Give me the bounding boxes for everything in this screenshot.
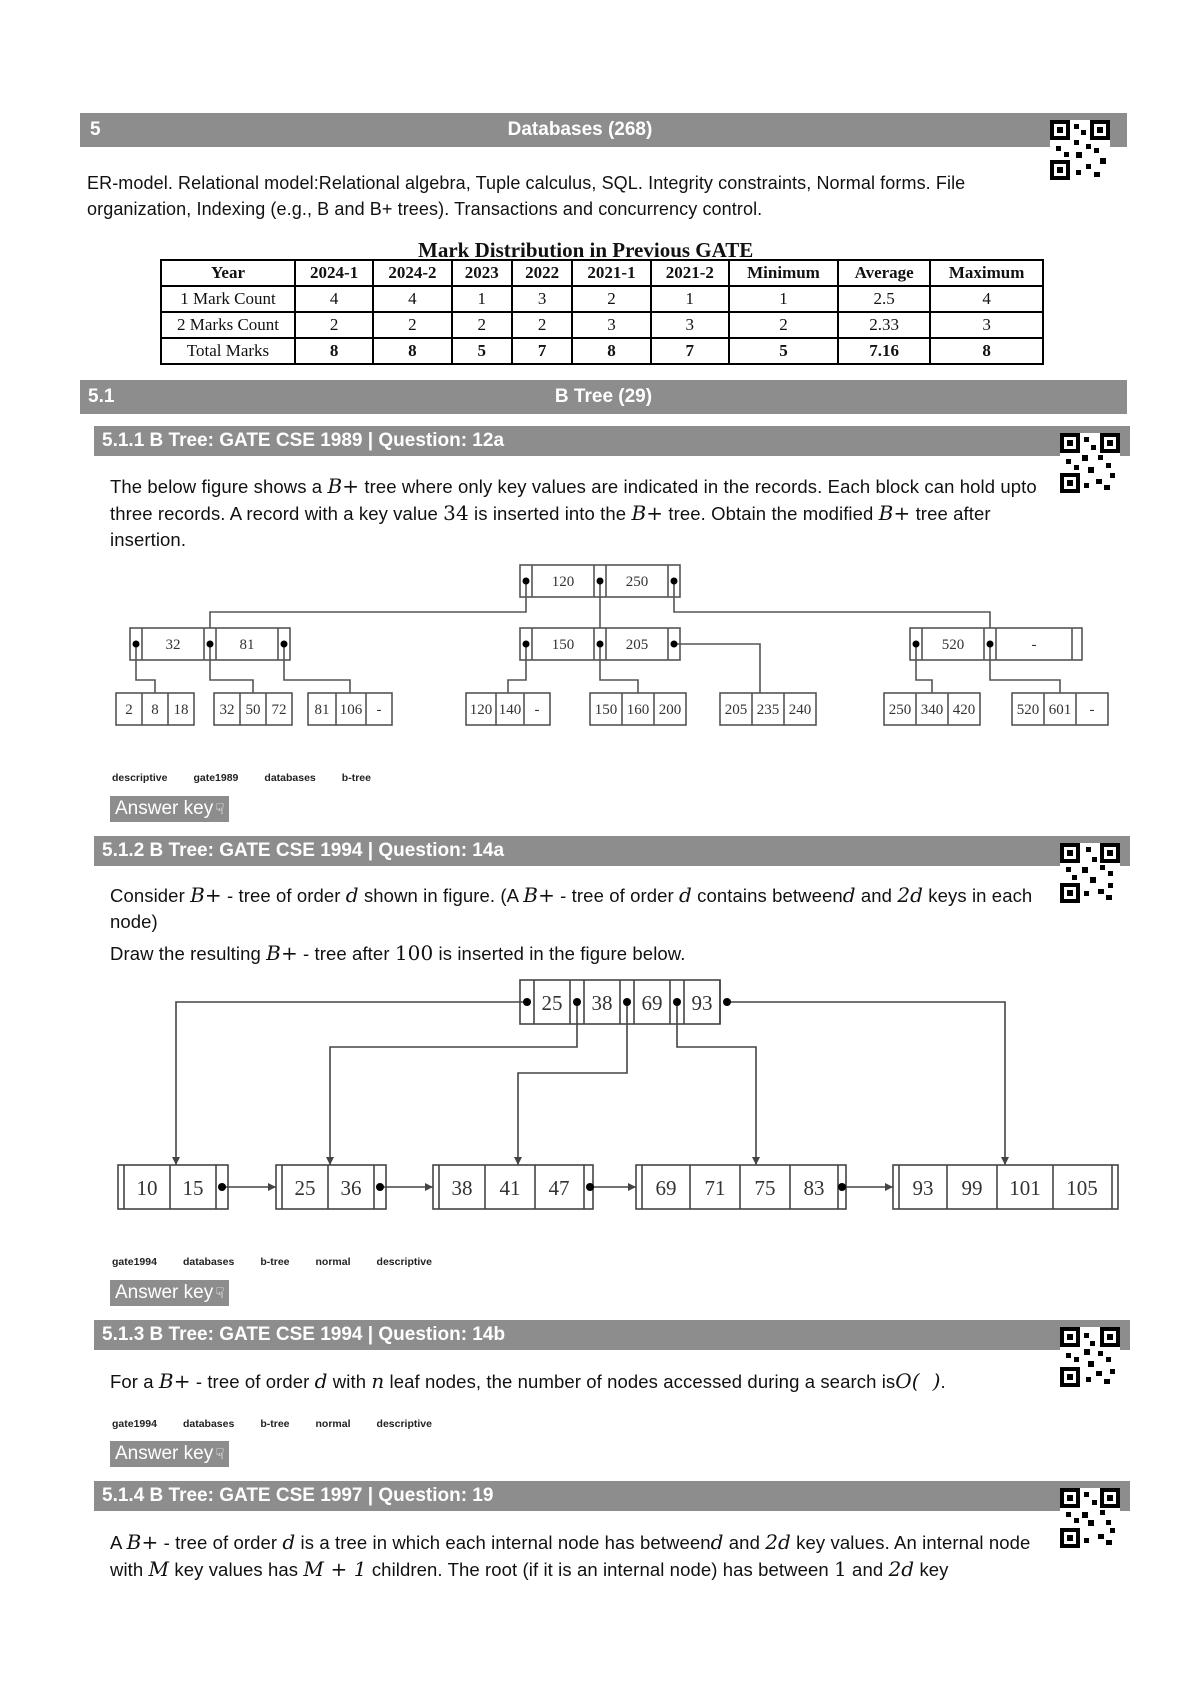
chapter-header	[80, 113, 1127, 147]
tree-key: 69	[655, 1176, 677, 1200]
math-d: d	[842, 883, 856, 907]
math-bplus: B+	[327, 474, 360, 498]
question-text-q3: For a B+ - tree of order d with n leaf nodes, the number of nodes accessed during a search isO( ).	[110, 1369, 946, 1393]
table-cell: 3	[930, 312, 1043, 338]
question-title: 5.1.2 B Tree: GATE CSE 1994 | Question: 14a	[102, 840, 505, 861]
math-bplus: B+	[266, 941, 298, 965]
table-cell: 2	[729, 312, 838, 338]
tree-key: -	[1089, 702, 1095, 718]
tree-key: -	[1031, 637, 1037, 653]
tree-key: 50	[245, 702, 261, 718]
tree-key: 69	[641, 991, 663, 1015]
table-header-cell: 2021-1	[572, 260, 650, 286]
table-cell: 5	[452, 338, 512, 364]
table-cell: 8	[373, 338, 451, 364]
syllabus-text: ER-model. Relational model:Relational algebra, Tuple calculus, SQL. Integrity constraints, Normal forms. File organization, Indexing (e.g., B and B+ trees). Transactions and concurrency control.	[87, 173, 966, 219]
math-d: d	[345, 883, 359, 907]
table-cell: 1 Mark Count	[161, 286, 295, 312]
table-cell: 2 Marks Count	[161, 312, 295, 338]
table-cell: 4	[930, 286, 1043, 312]
question-title: 5.1.1 B Tree: GATE CSE 1989 | Question: 12a	[102, 430, 505, 451]
pointer-icon: ☟	[215, 1285, 225, 1302]
table-header-cell: 2021-2	[651, 260, 729, 286]
qr-code-icon[interactable]	[1060, 1327, 1120, 1387]
question-text-q2-b: Draw the resulting B+ - tree after 100 is inserted in the figure below.	[110, 941, 686, 965]
math-n: n	[371, 1369, 385, 1393]
math-d: d	[282, 1530, 296, 1554]
math-key: 100	[394, 941, 434, 965]
answer-key-label: Answer key	[115, 1443, 214, 1464]
tree-key: 15	[182, 1176, 204, 1200]
tag-link[interactable]: normal	[315, 1256, 351, 1268]
table-cell: 1	[651, 286, 729, 312]
tree-key: 235	[756, 702, 780, 718]
math-one: 1	[833, 1557, 847, 1581]
tag-link[interactable]: b-tree	[341, 772, 371, 784]
table-cell: 1	[729, 286, 838, 312]
table-cell: 7	[651, 338, 729, 364]
tree-key: 81	[314, 702, 330, 718]
tree-key: 106	[339, 702, 363, 718]
tree-key: 71	[704, 1176, 726, 1200]
table-cell: 4	[295, 286, 373, 312]
tree-key: 93	[691, 991, 713, 1015]
tree-key: 120	[551, 574, 575, 590]
table-cell: 2	[295, 312, 373, 338]
tag-link[interactable]: normal	[315, 1418, 351, 1430]
qr-code-icon[interactable]	[1060, 1488, 1120, 1548]
table-header-cell: 2022	[512, 260, 572, 286]
table-cell: 4	[373, 286, 451, 312]
tree-key: 420	[952, 702, 976, 718]
table-cell: 8	[572, 338, 650, 364]
table-cell: 8	[295, 338, 373, 364]
question-header-q1	[94, 426, 1130, 456]
table-row	[161, 286, 1043, 312]
tag-link[interactable]: databases	[264, 772, 316, 784]
tree-key: 75	[754, 1176, 776, 1200]
tag-list	[112, 1256, 458, 1268]
question-text-q4: A B+ - tree of order d is a tree in which each internal node has betweend and 2d key values. An internal node with M key values has M + 1 children. The root (if it is an internal node) has between 1 and 2d key	[110, 1530, 1031, 1581]
tree-key: 520	[941, 637, 965, 653]
tag-list	[112, 1418, 458, 1430]
answer-key-label: Answer key	[115, 1282, 214, 1303]
section-header	[80, 380, 1127, 414]
table-header-cell: Minimum	[729, 260, 838, 286]
mark-distribution-title: Mark Distribution in Previous GATE	[418, 238, 754, 262]
answer-key-button[interactable]	[110, 796, 229, 822]
tree-key: 38	[591, 991, 613, 1015]
question-header-q2	[94, 836, 1130, 866]
tree-key: 140	[498, 702, 522, 718]
tree-key: 120	[469, 702, 493, 718]
tag-link[interactable]: b-tree	[260, 1256, 290, 1268]
table-cell: 2	[512, 312, 572, 338]
table-header-row	[161, 260, 1043, 286]
table-cell: 1	[452, 286, 512, 312]
math-2d: 2d	[897, 883, 924, 907]
tree-key: 72	[271, 702, 287, 718]
math-bplus: B+	[158, 1369, 191, 1393]
tree-key: 101	[1009, 1176, 1041, 1200]
table-cell: 2.5	[838, 286, 930, 312]
tree-key: 8	[151, 702, 159, 718]
tree-key: -	[534, 702, 540, 718]
tree-key: 32	[165, 637, 181, 653]
tree-key: 25	[541, 991, 563, 1015]
tag-link[interactable]: descriptive	[112, 772, 168, 784]
tree-key: 18	[173, 702, 189, 718]
question-text-q1: The below figure shows a B+ tree where only key values are indicated in the records. Each block can hold upto three records. A record with a key value 34 is inserted into the B+ tree. Obtain the modified B+ tree after insertion.	[110, 474, 1037, 550]
math-bplus: B+	[523, 883, 555, 907]
math-bplus: B+	[126, 1530, 159, 1554]
tag-link[interactable]: databases	[182, 1418, 235, 1430]
pointer-icon: ☟	[215, 801, 225, 818]
math-bplus: B+	[631, 501, 664, 525]
tag-link[interactable]: descriptive	[376, 1418, 432, 1430]
tree-key: 41	[499, 1176, 521, 1200]
tree-key: 205	[724, 702, 748, 718]
tree-key: 200	[658, 702, 682, 718]
tree-key: 205	[625, 637, 649, 653]
tree-key: 25	[294, 1176, 316, 1200]
math-d: d	[314, 1369, 328, 1393]
section-number: 5.1	[88, 386, 115, 407]
question-header-q3	[94, 1320, 1130, 1350]
bplus-tree-figure-q1	[110, 560, 1130, 740]
tree-key: 2	[125, 702, 133, 718]
table-cell: 2	[572, 286, 650, 312]
qr-code-icon[interactable]	[1060, 433, 1120, 493]
tree-key: 520	[1016, 702, 1040, 718]
answer-key-button[interactable]	[110, 1280, 229, 1306]
question-text-q2: Consider B+ - tree of order d shown in figure. (A B+ - tree of order d contains betweend and 2d keys in each node)	[110, 883, 1033, 932]
tree-key: 240	[788, 702, 812, 718]
table-cell: 8	[930, 338, 1043, 364]
table-cell: 7.16	[838, 338, 930, 364]
chapter-number: 5	[90, 119, 101, 140]
tree-key: 99	[961, 1176, 983, 1200]
tree-key: 250	[625, 574, 649, 590]
math-big-o: O( )	[895, 1369, 941, 1393]
math-2d: 2d	[888, 1557, 915, 1581]
table-cell: 7	[512, 338, 572, 364]
tree-key: 105	[1066, 1176, 1098, 1200]
math-M: M	[148, 1557, 170, 1581]
tag-list	[112, 772, 397, 784]
table-header-cell: Maximum	[930, 260, 1043, 286]
question-title: 5.1.4 B Tree: GATE CSE 1997 | Question: 19	[102, 1485, 494, 1506]
math-bplus: B+	[190, 883, 222, 907]
section-title: B Tree (29)	[554, 386, 653, 407]
tree-key: 160	[626, 702, 650, 718]
answer-key-label: Answer key	[115, 798, 214, 819]
tree-key: 340	[920, 702, 944, 718]
bplus-tree-figure-q2	[110, 975, 1130, 1215]
tree-key: 93	[912, 1176, 934, 1200]
tree-key: 81	[239, 637, 255, 653]
table-header-cell: 2023	[452, 260, 512, 286]
table-cell: 5	[729, 338, 838, 364]
tag-link[interactable]: descriptive	[376, 1256, 432, 1268]
tree-key: 250	[888, 702, 912, 718]
math-2d: 2d	[765, 1530, 791, 1554]
table-cell: 2	[452, 312, 512, 338]
tag-link[interactable]: b-tree	[260, 1418, 290, 1430]
qr-code-icon[interactable]	[1050, 120, 1110, 180]
tree-key: 83	[803, 1176, 825, 1200]
tag-link[interactable]: gate1989	[193, 772, 239, 784]
table-cell: Total Marks	[161, 338, 295, 364]
tree-key: 150	[594, 702, 618, 718]
tree-key: 10	[136, 1176, 158, 1200]
math-key: 34	[443, 501, 469, 525]
tree-key: -	[376, 702, 382, 718]
table-header-cell: 2024-1	[295, 260, 373, 286]
answer-key-button[interactable]	[110, 1441, 229, 1467]
table-header-cell: Year	[161, 260, 295, 286]
table-row	[161, 338, 1043, 364]
tree-key: 38	[451, 1176, 473, 1200]
tag-link[interactable]: gate1994	[112, 1418, 157, 1430]
tag-link[interactable]: databases	[182, 1256, 235, 1268]
table-row	[161, 312, 1043, 338]
tree-key: 36	[340, 1176, 362, 1200]
math-M-plus-1: M + 1	[303, 1557, 367, 1581]
table-cell: 2.33	[838, 312, 930, 338]
question-title: 5.1.3 B Tree: GATE CSE 1994 | Question: 14b	[102, 1324, 506, 1345]
chapter-title: Databases (268)	[507, 119, 653, 140]
table-cell: 3	[651, 312, 729, 338]
question-header-q4	[94, 1481, 1130, 1511]
table-cell: 3	[512, 286, 572, 312]
pointer-icon: ☟	[215, 1446, 225, 1463]
tree-key: 150	[551, 637, 575, 653]
table-cell: 2	[373, 312, 451, 338]
tree-key: 32	[219, 702, 235, 718]
table-header-cell: Average	[838, 260, 930, 286]
table-cell: 3	[572, 312, 650, 338]
qr-code-icon[interactable]	[1060, 843, 1120, 903]
mark-distribution-table	[160, 259, 1044, 365]
math-bplus: B+	[878, 501, 911, 525]
tag-link[interactable]: gate1994	[112, 1256, 157, 1268]
tree-key: 601	[1048, 702, 1072, 718]
tree-key: 47	[548, 1176, 570, 1200]
math-d: d	[679, 883, 692, 907]
table-header-cell: 2024-2	[373, 260, 451, 286]
math-d: d	[710, 1530, 724, 1554]
